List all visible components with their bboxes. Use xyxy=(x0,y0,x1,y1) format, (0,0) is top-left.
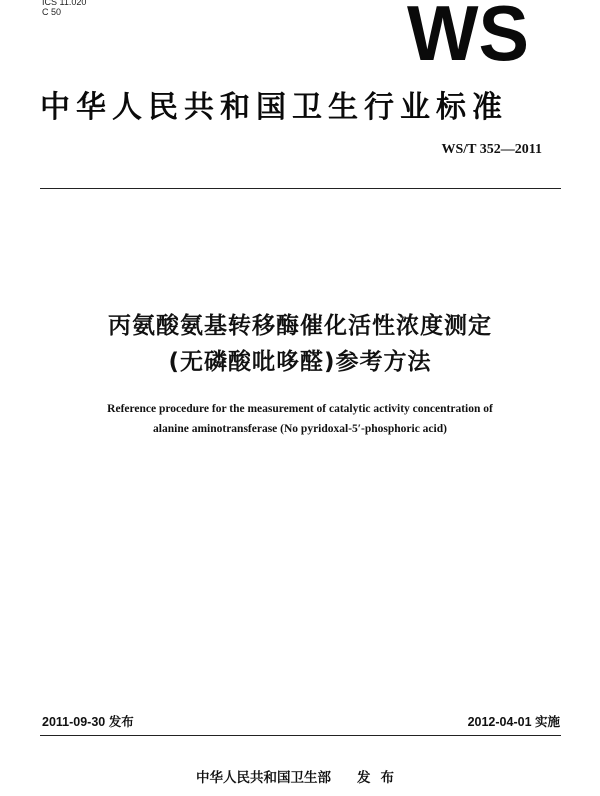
bottom-divider xyxy=(40,735,561,736)
title-cn-line2: (无磷酸吡哆醛)参考方法 xyxy=(168,349,432,375)
logo-text: WS xyxy=(407,0,529,64)
implementation-date: 2012-04-01 实施 xyxy=(467,715,560,729)
publisher xyxy=(0,766,600,786)
issue-date: 2011-09-30 发布 xyxy=(42,715,134,729)
ws-logo xyxy=(404,0,532,64)
classification-codes xyxy=(42,0,86,17)
ccs-code: C 50 xyxy=(42,7,62,17)
title-cn-line1: 丙氨酸氨基转移酶催化活性浓度测定 xyxy=(108,313,492,339)
top-divider xyxy=(40,188,561,189)
ics-code: ICS 11.020 xyxy=(42,0,87,7)
title-en-line1: Reference procedure for the measurement of catalytic activity concentration of xyxy=(107,403,493,415)
org-title: 中华人民共和国卫生行业标准 xyxy=(40,90,508,125)
publisher-name: 中华人民共和国卫生部 xyxy=(196,770,331,786)
standard-number: WS/T 352—2011 xyxy=(441,142,542,157)
title-en-line2: alanine aminotransferase (No pyridoxal-5′-phosphoric acid) xyxy=(153,423,447,435)
publisher-action: 发布 xyxy=(357,770,404,786)
